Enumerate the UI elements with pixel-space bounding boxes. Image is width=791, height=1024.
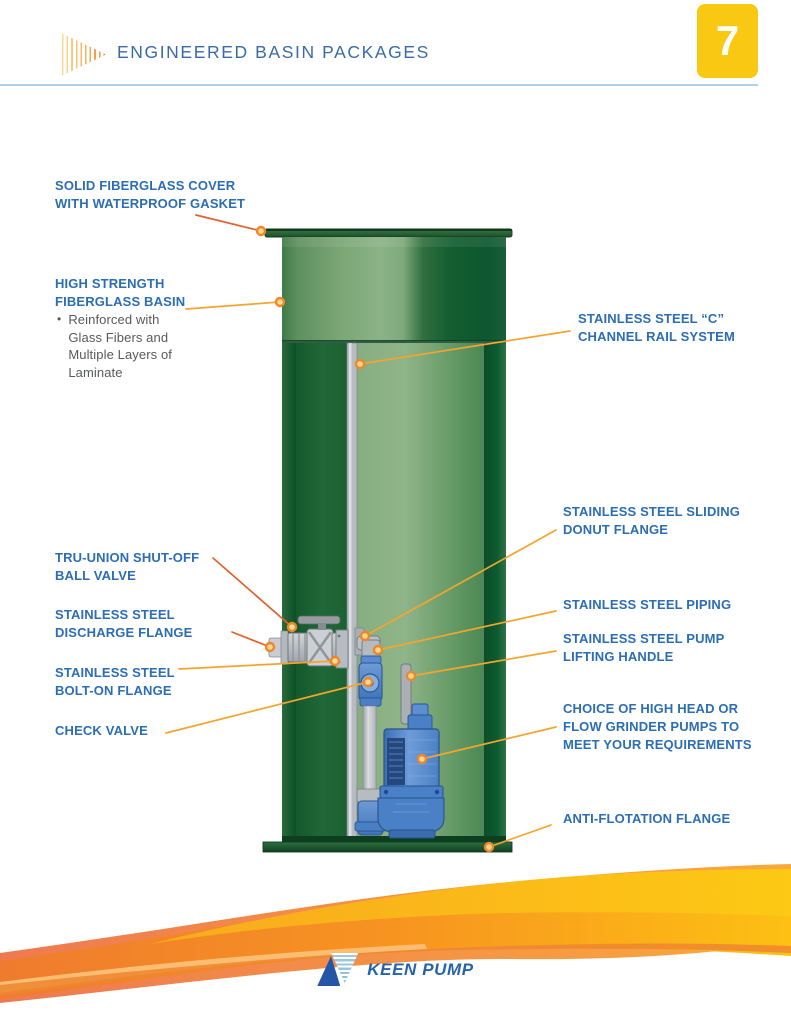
dot-bolt-on <box>331 657 339 665</box>
dot-c-channel <box>356 360 364 368</box>
dot-cover <box>257 227 265 235</box>
dot-pumps <box>418 755 426 763</box>
callout-basin-note <box>57 311 186 381</box>
callout-line: BALL VALVE <box>55 568 136 583</box>
callout-bolt-on-flange <box>55 664 175 700</box>
dot-discharge <box>266 643 274 651</box>
callout-line: FLOW GRINDER PUMPS TO <box>563 719 740 734</box>
callout-donut-flange <box>563 503 740 539</box>
callout-line: HIGH STRENGTH <box>55 276 165 291</box>
dot-donut <box>361 632 369 640</box>
callout-line: ANTI-FLOTATION FLANGE <box>563 811 731 826</box>
anti-flotation-flange <box>263 842 512 852</box>
callout-tru-union <box>55 549 199 585</box>
brand-name: KEEN PUMP <box>367 960 474 979</box>
page-number-badge: 7 <box>697 4 758 78</box>
dot-tru-union <box>288 623 296 631</box>
dot-check-valve <box>364 678 372 686</box>
callout-line: DONUT FLANGE <box>563 522 669 537</box>
callout-cover <box>55 177 245 213</box>
callout-line: DISCHARGE FLANGE <box>55 625 193 640</box>
callout-basin <box>55 275 185 311</box>
callout-line: CHECK VALVE <box>55 723 148 738</box>
callout-pump-choice <box>563 700 752 754</box>
footer-brand <box>0 953 791 987</box>
callout-line: CHOICE OF HIGH HEAD OR <box>563 701 739 716</box>
callout-line: TRU-UNION SHUT-OFF <box>55 550 200 565</box>
leader-discharge <box>232 632 270 647</box>
dot-handle <box>407 672 415 680</box>
callout-discharge-flange <box>55 606 192 642</box>
c-channel-rail <box>347 343 357 843</box>
callout-line: FIBERGLASS BASIN <box>55 294 186 309</box>
callout-piping <box>563 596 731 614</box>
leader-cover <box>196 215 261 231</box>
callout-line: CHANNEL RAIL SYSTEM <box>578 329 735 344</box>
bullet-marker: • <box>57 312 62 326</box>
callout-line: STAINLESS STEEL <box>55 665 175 680</box>
callout-line: STAINLESS STEEL SLIDING <box>563 504 741 519</box>
callout-line: STAINLESS STEEL “C” <box>578 311 725 326</box>
callout-line: MEET YOUR REQUIREMENTS <box>563 737 752 752</box>
leader-tru-union <box>213 558 292 627</box>
callout-line: STAINLESS STEEL <box>55 607 175 622</box>
callout-check-valve <box>55 722 148 740</box>
dot-anti-flotation <box>485 843 493 851</box>
callout-line: BOLT-ON FLANGE <box>55 683 172 698</box>
callout-line: WITH WATERPROOF GASKET <box>55 196 246 211</box>
callout-lifting-handle <box>563 630 724 666</box>
callout-c-channel <box>578 310 735 346</box>
leader-basin <box>186 302 280 309</box>
dot-basin <box>276 298 284 306</box>
keen-pump-logo-icon <box>317 953 358 987</box>
callout-line: SOLID FIBERGLASS COVER <box>55 178 236 193</box>
page-title: ENGINEERED BASIN PACKAGES <box>117 42 430 62</box>
callout-line: STAINLESS STEEL PIPING <box>563 597 732 612</box>
callout-line: LIFTING HANDLE <box>563 649 674 664</box>
callout-anti-flotation <box>563 810 730 828</box>
dot-piping <box>374 646 382 654</box>
callout-line: STAINLESS STEEL PUMP <box>563 631 725 646</box>
callout-note-text: Reinforced with Glass Fibers and Multiple Layers of Laminate <box>68 312 172 380</box>
